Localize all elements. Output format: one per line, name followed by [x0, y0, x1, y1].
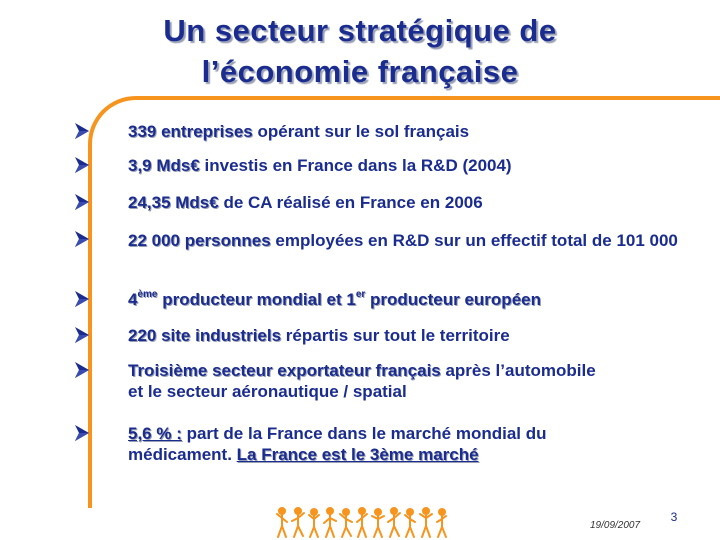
bullet-post: producteur européen: [365, 290, 541, 309]
arrowhead-bullet-icon: [74, 326, 90, 344]
bullet-highlight: 220 site industriels: [128, 326, 282, 345]
bullet-rest: opérant sur le sol français: [252, 122, 470, 141]
page-number: 3: [670, 510, 678, 524]
arrowhead-bullet-icon: [74, 361, 90, 379]
bullet-tail: La France est le 3ème marché: [236, 445, 479, 464]
arrowhead-bullet-icon: [74, 193, 90, 211]
bullet-pre: 4: [128, 290, 138, 309]
bullet-rest: après l’automobile et le secteur aéronautique / spatial: [128, 361, 596, 401]
arrowhead-bullet-icon: [74, 230, 90, 248]
arrowhead-bullet-icon: [74, 290, 90, 308]
bullet-rest: part de la France dans le marché mondial du médicament.: [128, 424, 547, 464]
bullet-highlight: 22 000 personnes: [128, 231, 271, 250]
title-line-2: l’économie française: [201, 54, 519, 89]
bullet-highlight: 339 entreprises: [128, 122, 253, 141]
bullet-text: [128, 423, 628, 465]
footer-date: 19/09/2007: [590, 520, 641, 531]
bullet-text: [128, 289, 688, 310]
bullet-rest: de CA réalisé en France en 2006: [218, 193, 483, 212]
bullet-highlight: 3,9 Mds€: [128, 156, 200, 175]
bullet-highlight: 5,6 % :: [128, 424, 182, 443]
bullet-text: [128, 155, 688, 176]
bullet-sup-2: er: [355, 289, 366, 301]
bullet-highlight: 24,35 Mds€: [128, 193, 219, 212]
bullet-rest: investis en France dans la R&D (2004): [199, 156, 512, 175]
arrowhead-bullet-icon: [74, 122, 90, 140]
bullet-text: [128, 230, 688, 251]
bullet-rest: employées en R&D sur un effectif total de 101 000: [270, 231, 678, 250]
arrowhead-bullet-icon: [74, 156, 90, 174]
bullet-text: [128, 325, 688, 346]
bullet-sup-1: ème: [137, 289, 158, 301]
bullet-mid: producteur mondial et 1: [157, 290, 356, 309]
title-line-1: Un secteur stratégique de: [163, 13, 557, 48]
bullet-rest: répartis sur tout le territoire: [281, 326, 510, 345]
human-figures-frieze: [276, 506, 448, 540]
bullet-highlight: Troisième secteur exportateur français: [128, 361, 441, 380]
bullet-text: [128, 360, 598, 402]
page-title: [0, 10, 720, 92]
bullet-text: [128, 121, 688, 142]
arrowhead-bullet-icon: [74, 424, 90, 442]
bullet-text: [128, 192, 688, 213]
